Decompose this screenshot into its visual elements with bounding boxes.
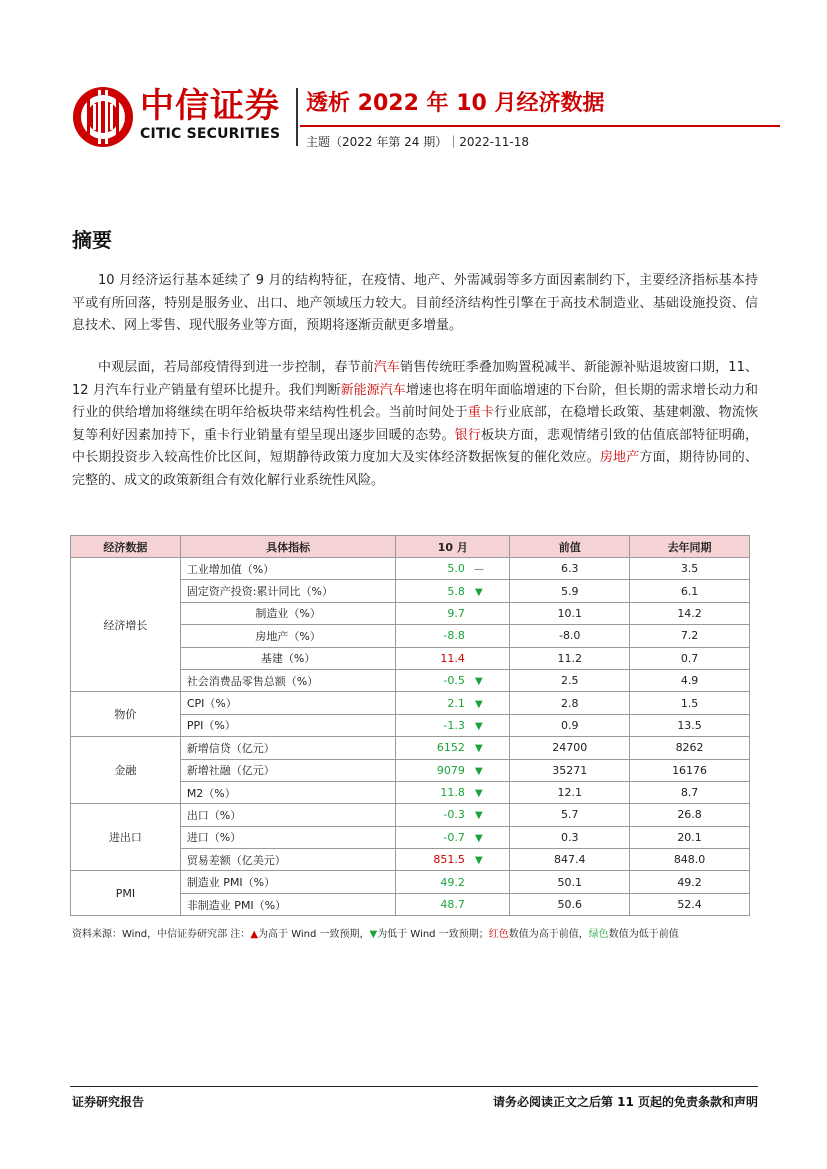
note-red-word: 红色 xyxy=(488,929,509,940)
note-text: 为低于 Wind 一致预期； xyxy=(377,929,489,940)
down-triangle-icon: ▼ xyxy=(475,698,483,710)
table-row xyxy=(71,692,750,714)
last-year-cell: 7.2 xyxy=(630,625,750,647)
down-triangle-icon: ▼ xyxy=(475,788,483,800)
current-cell xyxy=(396,849,510,871)
table-source-note xyxy=(72,925,679,940)
category-cell: 经济增长 xyxy=(71,558,181,692)
indicator-cell: 房地产（%） xyxy=(180,625,396,647)
current-value: -0.5 xyxy=(443,674,465,688)
current-cell xyxy=(396,714,510,736)
current-cell xyxy=(396,558,510,580)
category-cell: 金融 xyxy=(71,737,181,804)
last-year-cell: 26.8 xyxy=(630,804,750,826)
current-cell xyxy=(396,692,510,714)
indicator-cell: 制造业 PMI（%） xyxy=(180,871,396,893)
header-category: 经济数据 xyxy=(71,536,181,558)
current-cell xyxy=(396,580,510,602)
down-triangle-icon: ▼ xyxy=(475,832,483,844)
current-cell xyxy=(396,737,510,759)
current-value: 2.1 xyxy=(447,696,465,710)
last-year-cell: 4.9 xyxy=(630,669,750,691)
table-row xyxy=(71,804,750,826)
p2-text: 方面，期待协同的、完整的、成文的政策新组合有效化解行业系统性风险。 xyxy=(72,450,758,488)
previous-cell: 6.3 xyxy=(510,558,630,580)
highlight-auto: 汽车 xyxy=(373,360,401,375)
p2-text: 中观层面，若局部疫情得到进一步控制，春节前 xyxy=(98,360,374,375)
previous-cell: 2.5 xyxy=(510,669,630,691)
indicator-cell: 制造业（%） xyxy=(180,602,396,624)
current-value: 9079 xyxy=(436,763,465,777)
current-value: 851.5 xyxy=(433,853,465,867)
footer-left: 证券研究报告 xyxy=(72,1095,145,1109)
down-triangle-icon: ▼ xyxy=(369,929,378,940)
down-triangle-icon: ▼ xyxy=(475,676,483,688)
indicator-cell: PPI（%） xyxy=(180,714,396,736)
last-year-cell: 848.0 xyxy=(630,849,750,871)
up-triangle-icon: ▲ xyxy=(250,929,259,940)
previous-cell: 11.2 xyxy=(510,647,630,669)
current-value: 48.7 xyxy=(440,898,465,912)
last-year-cell: 20.1 xyxy=(630,826,750,848)
header-previous: 前值 xyxy=(510,536,630,558)
current-value: -0.7 xyxy=(443,830,465,844)
current-cell xyxy=(396,893,510,915)
previous-cell: 0.9 xyxy=(510,714,630,736)
previous-cell: 5.7 xyxy=(510,804,630,826)
current-value: 6152 xyxy=(436,741,465,755)
category-cell: 进出口 xyxy=(71,804,181,871)
abstract-heading: 摘要 xyxy=(72,228,112,252)
indicator-cell: 固定资产投资:累计同比（%） xyxy=(180,580,396,602)
last-year-cell: 8262 xyxy=(630,737,750,759)
note-text: 为高于 Wind 一致预期， xyxy=(258,929,370,940)
table-header-row xyxy=(71,536,750,558)
down-triangle-icon: ▼ xyxy=(475,810,483,822)
previous-cell: 24700 xyxy=(510,737,630,759)
current-cell xyxy=(396,871,510,893)
down-triangle-icon: ▼ xyxy=(475,586,483,598)
current-cell xyxy=(396,759,510,781)
p2-text: 增速也将在明年面临增速的下台阶，但长期的需求增长动力和行业的供给增加将继续在明年给板块带来结构性机会。当前时间处于 xyxy=(72,382,758,420)
abstract-paragraph-2 xyxy=(72,357,758,492)
indicator-cell: 进口（%） xyxy=(180,826,396,848)
indicator-cell: CPI（%） xyxy=(180,692,396,714)
previous-cell: 50.1 xyxy=(510,871,630,893)
header-current: 10 月 xyxy=(396,536,510,558)
indicator-cell: 社会消费品零售总额（%） xyxy=(180,669,396,691)
last-year-cell: 52.4 xyxy=(630,893,750,915)
citic-logo-icon xyxy=(72,86,134,148)
previous-cell: 5.9 xyxy=(510,580,630,602)
indicator-cell: 出口（%） xyxy=(180,804,396,826)
highlight-nev: 新能源汽车 xyxy=(340,382,406,398)
indicator-cell: 基建（%） xyxy=(180,647,396,669)
header-last-year: 去年同期 xyxy=(630,536,750,558)
current-cell xyxy=(396,804,510,826)
note-green-word: 绿色 xyxy=(588,929,609,940)
indicator-cell: 新增社融（亿元） xyxy=(180,759,396,781)
last-year-cell: 0.7 xyxy=(630,647,750,669)
highlight-realestate: 房地产 xyxy=(599,450,640,465)
abstract-paragraph-1: 10 月经济运行基本延续了 9 月的结构特征，在疫情、地产、外需减弱等多方面因素制约下，主要经济指标基本持平或有所回落，特别是服务业、出口、地产领域压力较大。目前经济结构性引擎在于高技术制造业、基础设施投资、信息技术、网上零售、现代服务业等方面，预期将逐渐贡献更多增量。 xyxy=(72,273,758,333)
table-row xyxy=(71,558,750,580)
report-subtitle: 主题（2022 年第 24 期）｜2022-11-18 xyxy=(306,135,529,149)
last-year-cell: 6.1 xyxy=(630,580,750,602)
header-indicator: 具体指标 xyxy=(180,536,396,558)
category-cell: PMI xyxy=(71,871,181,916)
down-triangle-icon: ▼ xyxy=(475,720,483,732)
last-year-cell: 1.5 xyxy=(630,692,750,714)
table-row xyxy=(71,737,750,759)
economic-data-table xyxy=(70,535,750,916)
note-text: 资料来源：Wind，中信证券研究部 注： xyxy=(72,929,251,940)
table-row xyxy=(71,871,750,893)
current-value: -1.3 xyxy=(443,718,465,732)
indicator-cell: 非制造业 PMI（%） xyxy=(180,893,396,915)
current-value: 5.8 xyxy=(447,584,465,598)
previous-cell: 10.1 xyxy=(510,602,630,624)
indicator-cell: 工业增加值（%） xyxy=(180,558,396,580)
last-year-cell: 8.7 xyxy=(630,781,750,803)
previous-cell: 2.8 xyxy=(510,692,630,714)
p2-text: 行业底部，在稳增长政策、基建刺激、物流恢复等利好因素加持下，重卡行业销量有望呈现出逐步回暖的态势。 xyxy=(72,405,758,443)
current-value: 5.0 xyxy=(447,562,465,576)
note-text: 数值为高于前值， xyxy=(508,929,589,940)
indicator-cell: 贸易差额（亿美元） xyxy=(180,849,396,871)
flat-dash-icon: — xyxy=(473,564,484,576)
last-year-cell: 13.5 xyxy=(630,714,750,736)
current-value: 11.4 xyxy=(440,651,465,665)
last-year-cell: 14.2 xyxy=(630,602,750,624)
indicator-cell: 新增信贷（亿元） xyxy=(180,737,396,759)
current-cell xyxy=(396,781,510,803)
down-triangle-icon: ▼ xyxy=(475,765,483,777)
current-cell xyxy=(396,826,510,848)
p2-text: 板块方面，悲观情绪引致的估值底部特征明确，中长期投资步入较高性价比区间，短期静待政策力度加大及实体经济数据恢复的催化效应。 xyxy=(72,427,758,465)
down-triangle-icon: ▼ xyxy=(475,855,483,867)
title-rule xyxy=(300,125,780,127)
p2-text: 销售传统旺季叠加购置税减半、新能源补贴退坡窗口期，11、12 月汽车行业产销量有望环比提升。我们判断 xyxy=(72,360,758,398)
last-year-cell: 3.5 xyxy=(630,558,750,580)
note-text: 数值为低于前值 xyxy=(608,929,679,940)
report-title: 透析 2022 年 10 月经济数据 xyxy=(306,91,605,116)
brand-name-en: CITIC SECURITIES xyxy=(140,126,281,142)
previous-cell: 50.6 xyxy=(510,893,630,915)
current-cell xyxy=(396,602,510,624)
previous-cell: 35271 xyxy=(510,759,630,781)
category-cell: 物价 xyxy=(71,692,181,737)
brand-name-cn: 中信证券 xyxy=(140,86,280,126)
current-value: -8.8 xyxy=(443,629,465,643)
current-cell xyxy=(396,647,510,669)
current-value: 49.2 xyxy=(440,875,465,889)
footer-disclaimer: 请务必阅读正文之后第 11 页起的免责条款和声明 xyxy=(492,1095,758,1109)
current-value: 9.7 xyxy=(447,606,465,620)
last-year-cell: 49.2 xyxy=(630,871,750,893)
previous-cell: 12.1 xyxy=(510,781,630,803)
indicator-cell: M2（%） xyxy=(180,781,396,803)
current-cell xyxy=(396,625,510,647)
footer-rule xyxy=(70,1086,758,1087)
previous-cell: 0.3 xyxy=(510,826,630,848)
header-divider xyxy=(296,88,298,146)
previous-cell: -8.0 xyxy=(510,625,630,647)
current-value: 11.8 xyxy=(440,786,465,800)
down-triangle-icon: ▼ xyxy=(475,743,483,755)
current-cell xyxy=(396,669,510,691)
last-year-cell: 16176 xyxy=(630,759,750,781)
highlight-bank: 银行 xyxy=(454,427,482,443)
highlight-truck: 重卡 xyxy=(467,405,495,420)
previous-cell: 847.4 xyxy=(510,849,630,871)
current-value: -0.3 xyxy=(443,808,465,822)
